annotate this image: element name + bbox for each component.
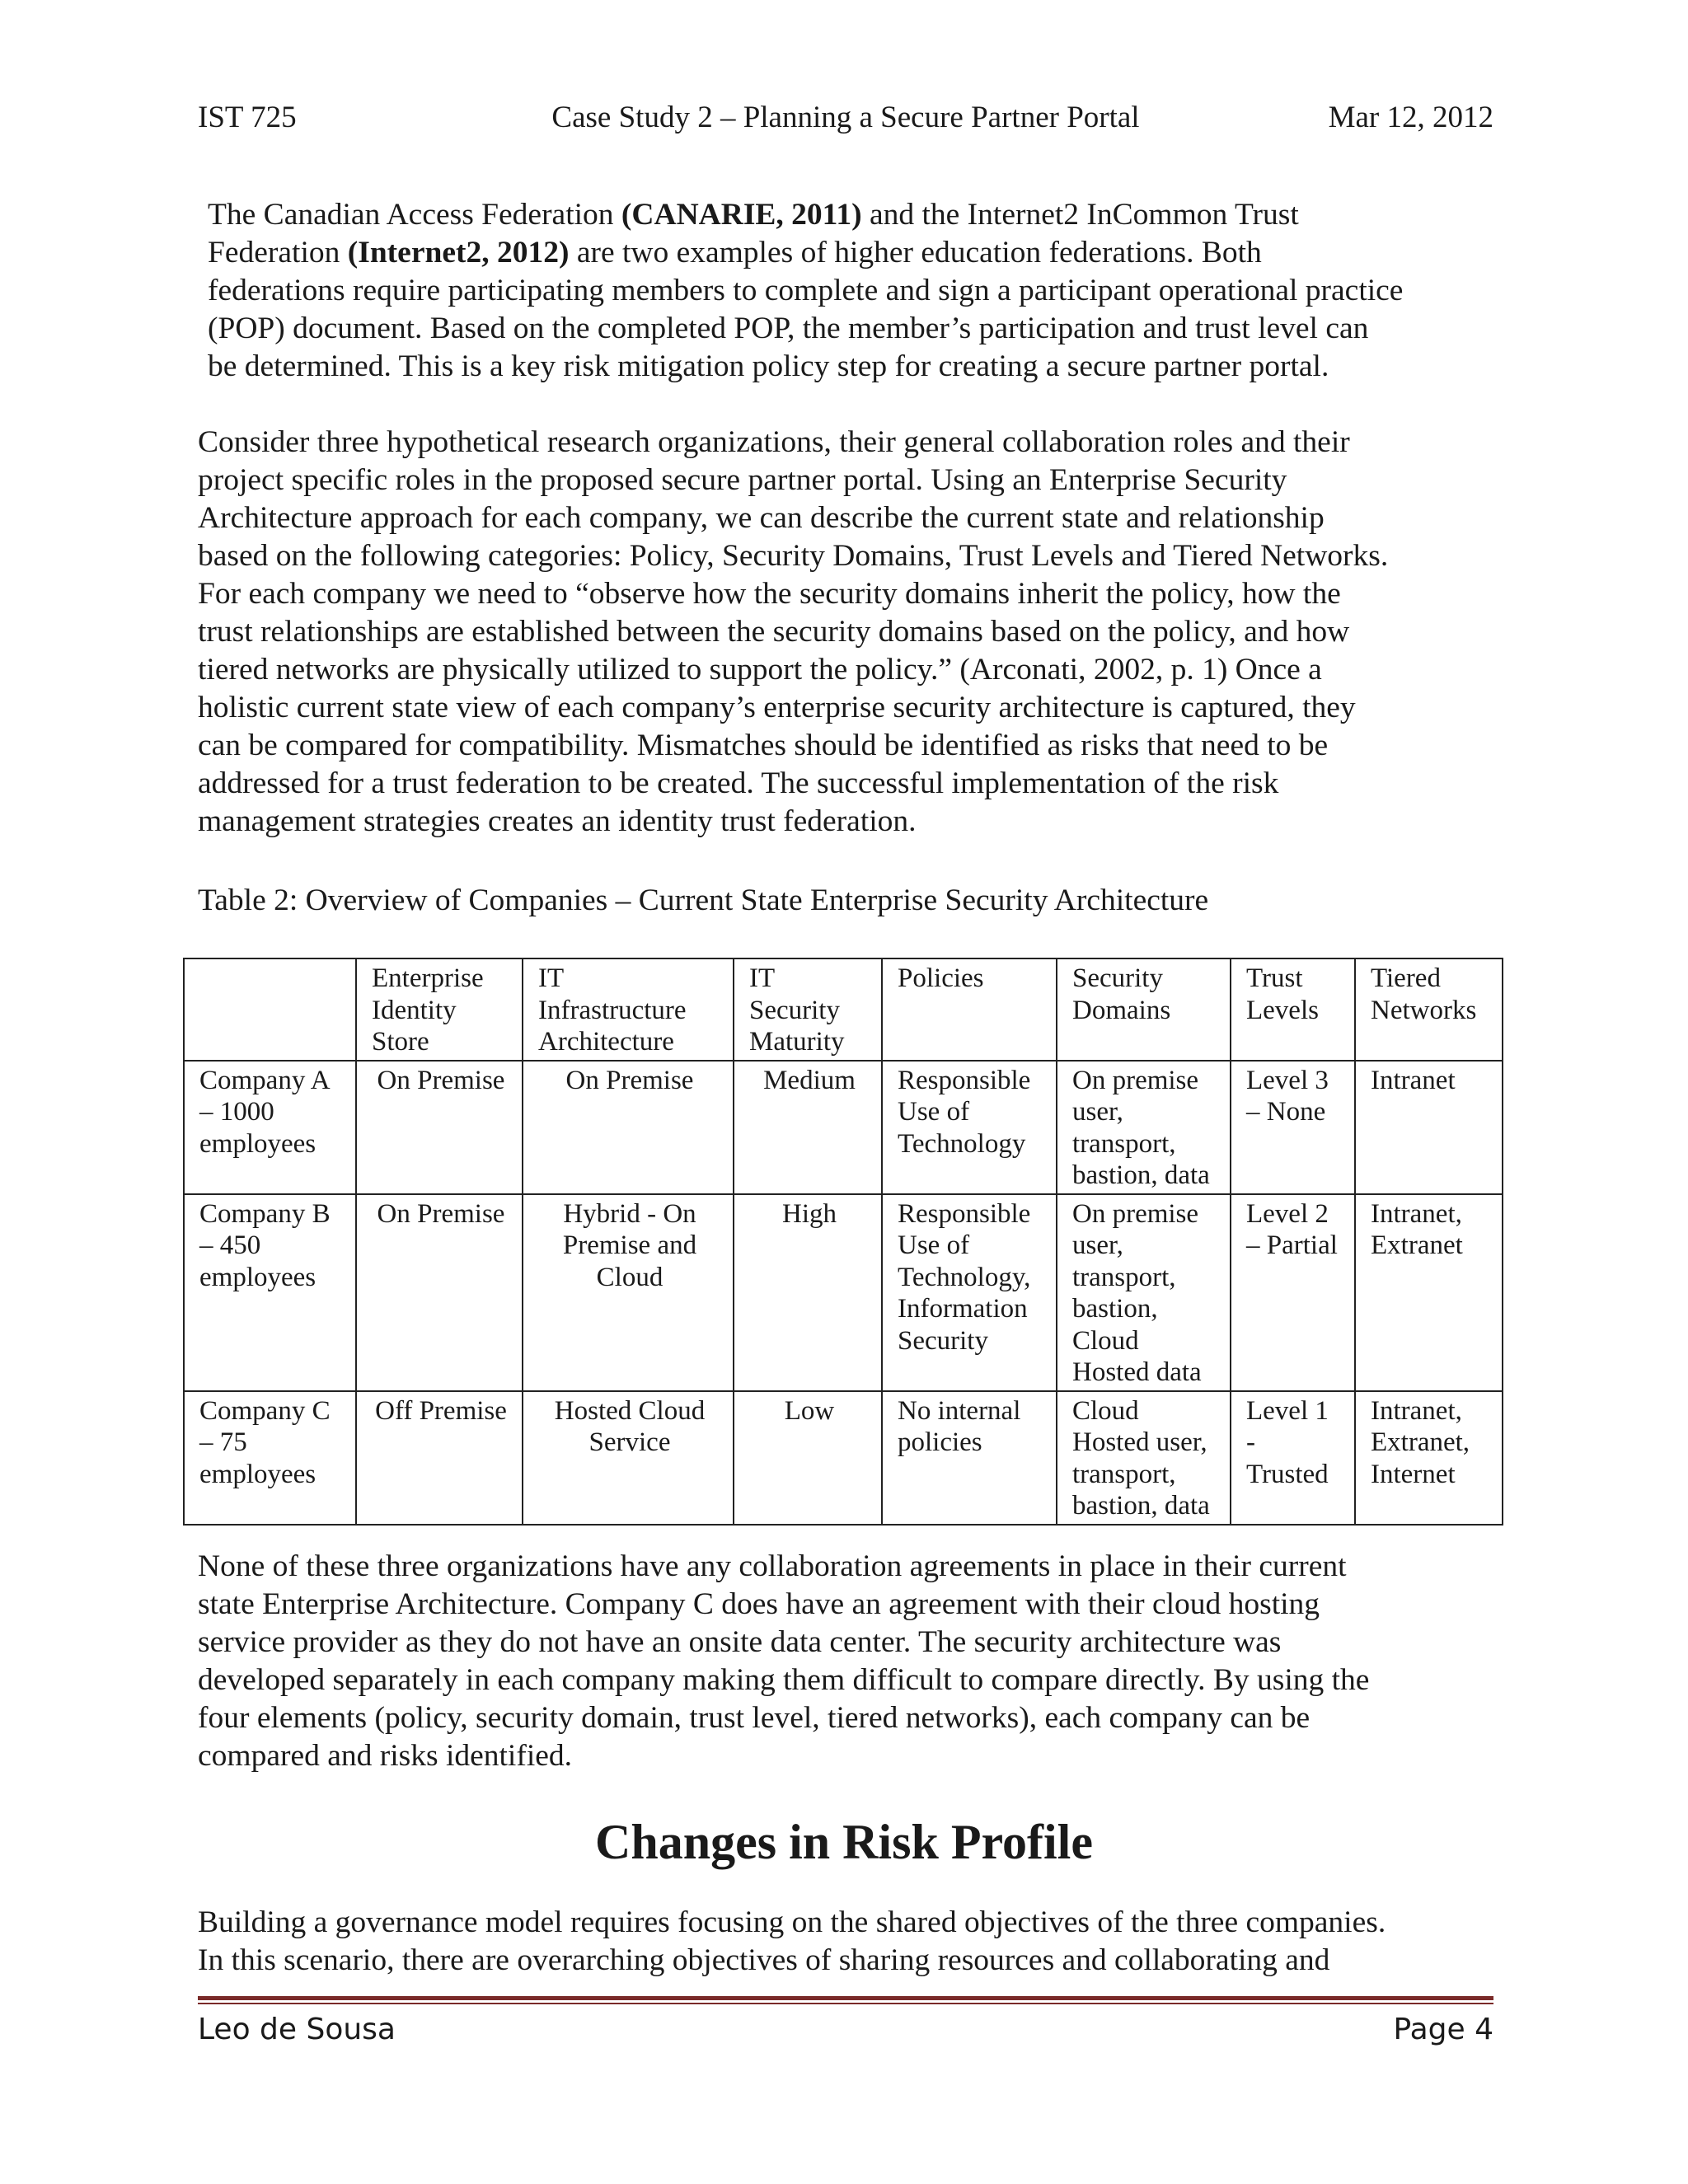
cell-text: Information xyxy=(898,1294,1028,1324)
table-cell-it-infrastructure xyxy=(523,1391,734,1525)
cell-text: On Premise xyxy=(565,1065,694,1095)
table-cell-tiered-networks xyxy=(1355,1061,1503,1194)
cell-text: Infrastructure xyxy=(538,995,687,1025)
cell-text: Security xyxy=(1072,963,1163,993)
table-cell-blank xyxy=(184,1061,356,1194)
table-body xyxy=(184,958,1503,1525)
cell-text: Off Premise xyxy=(375,1395,507,1426)
paragraph-line: be determined. This is a key risk mitigation policy step for creating a secure partner portal. xyxy=(208,349,1329,383)
cell-text: Company A xyxy=(199,1065,331,1095)
cell-text: Store xyxy=(372,1027,429,1057)
cell-text: On premise xyxy=(1072,1198,1199,1229)
cell-text: – 450 xyxy=(199,1230,261,1260)
header-cell-security-domains xyxy=(1057,958,1231,1061)
cell-text: Use of xyxy=(898,1230,970,1260)
cell-text: Domains xyxy=(1072,995,1171,1025)
paragraph-line: In this scenario, there are overarching objectives of sharing resources and collaborating and xyxy=(198,1943,1330,1977)
paragraph-line: four elements (policy, security domain, trust level, tiered networks), each company can be xyxy=(198,1701,1311,1735)
text-run: and the Internet2 InCommon Trust xyxy=(861,198,1299,232)
cell-text: Cloud xyxy=(596,1262,663,1292)
cell-text: Level 3 xyxy=(1246,1065,1329,1095)
page-footer xyxy=(198,2009,1493,2050)
footer-author: Leo de Sousa xyxy=(198,2013,396,2046)
paragraph-line: tiered networks are physically utilized to support the policy.” (Arconati, 2002, p. 1) Once a xyxy=(198,653,1322,687)
cell-text: Premise and xyxy=(562,1230,697,1260)
cell-text: Responsible xyxy=(898,1198,1031,1229)
table-cell-identity-store xyxy=(356,1391,523,1525)
paragraph-governance-model xyxy=(198,1904,1500,1980)
header-course: IST 725 xyxy=(198,101,297,134)
cell-text: Responsible xyxy=(898,1065,1031,1095)
header-cell-it-infrastructure xyxy=(523,958,734,1061)
paragraph-architecture-approach xyxy=(198,424,1500,841)
table-cell-it-infrastructure xyxy=(523,1194,734,1391)
paragraph-line: addressed for a trust federation to be created. The successful implementation of the risk xyxy=(198,766,1279,800)
cell-text: – 1000 xyxy=(199,1097,274,1127)
cell-text: employees xyxy=(199,1262,316,1292)
cell-text: Internet xyxy=(1371,1459,1456,1489)
cell-text: On Premise xyxy=(377,1198,505,1229)
citation-canarie: (CANARIE, 2011) xyxy=(621,198,862,232)
header-cell-it-security-maturity xyxy=(734,958,882,1061)
text-run: The Canadian Access Federation xyxy=(208,198,621,232)
cell-text: Company B xyxy=(199,1198,331,1229)
cell-text: Level 2 xyxy=(1246,1198,1329,1229)
cell-text: High xyxy=(782,1198,837,1229)
cell-text: transport, xyxy=(1072,1128,1176,1159)
paragraph-line: Consider three hypothetical research organizations, their general collaboration roles and their xyxy=(198,425,1350,459)
cell-text: Level 1 xyxy=(1246,1395,1329,1426)
cell-text: Cloud xyxy=(1072,1395,1139,1426)
paragraph-line: developed separately in each company making them difficult to compare directly. By using the xyxy=(198,1663,1370,1697)
companies-overview-table xyxy=(183,958,1503,1526)
table-cell-it-infrastructure xyxy=(523,1061,734,1194)
cell-text: Low xyxy=(784,1395,835,1426)
table-header-row xyxy=(184,958,1503,1061)
cell-text: Tiered xyxy=(1371,963,1441,993)
table-cell-policies xyxy=(882,1194,1057,1391)
cell-text: Security xyxy=(898,1325,988,1356)
cell-text: Service xyxy=(588,1427,671,1457)
footer-rule-thin xyxy=(198,2003,1493,2004)
cell-text: Hosted data xyxy=(1072,1357,1202,1387)
paragraph-line: Architecture approach for each company, we can describe the current state and relationship xyxy=(198,501,1325,535)
table-cell-trust-levels xyxy=(1231,1061,1355,1194)
paragraph-line: trust relationships are established between the security domains based on the policy, and how xyxy=(198,615,1350,649)
table-cell-it-security-maturity xyxy=(734,1391,882,1525)
table-cell-security-domains xyxy=(1057,1194,1231,1391)
cell-text: Company C xyxy=(199,1395,331,1426)
cell-text: bastion, data xyxy=(1072,1491,1210,1521)
cell-text: user, xyxy=(1072,1230,1123,1260)
cell-text: Medium xyxy=(763,1065,856,1095)
paragraph-line: project specific roles in the proposed secure partner portal. Using an Enterprise Security xyxy=(198,463,1287,497)
cell-text: bastion, xyxy=(1072,1294,1158,1324)
paragraph-line xyxy=(208,234,1502,272)
header-cell-tiered-networks xyxy=(1355,958,1503,1061)
header-cell-blank xyxy=(184,958,356,1061)
header-cell-trust-levels xyxy=(1231,958,1355,1061)
paragraph-line: can be compared for compatibility. Mismatches should be identified as risks that need to be xyxy=(198,729,1329,762)
table-cell-security-domains xyxy=(1057,1061,1231,1194)
cell-text: Technology xyxy=(898,1128,1026,1159)
paragraph-line: management strategies creates an identity trust federation. xyxy=(198,804,917,838)
footer-rule xyxy=(198,1996,1493,2000)
section-heading: Changes in Risk Profile xyxy=(595,1815,1093,1869)
table-cell-tiered-networks xyxy=(1355,1391,1503,1525)
cell-text: IT xyxy=(538,963,565,993)
cell-text: No internal xyxy=(898,1395,1021,1426)
cell-text: Security xyxy=(749,995,840,1025)
table-cell-security-domains xyxy=(1057,1391,1231,1525)
cell-text: Hosted Cloud xyxy=(554,1395,706,1426)
page-header xyxy=(198,97,1493,138)
cell-text: Trusted xyxy=(1246,1459,1329,1489)
paragraph-line: compared and risks identified. xyxy=(198,1739,573,1773)
cell-text: Use of xyxy=(898,1097,970,1127)
paragraph-line: holistic current state view of each company’s enterprise security architecture is captured, they xyxy=(198,691,1356,724)
cell-text: Intranet, xyxy=(1371,1198,1462,1229)
paragraph-line: service provider as they do not have an onsite data center. The security architecture was xyxy=(198,1625,1282,1659)
header-cell-policies xyxy=(882,958,1057,1061)
cell-text: transport, xyxy=(1072,1262,1176,1292)
table-cell-trust-levels xyxy=(1231,1391,1355,1525)
cell-text: Enterprise xyxy=(372,963,484,993)
paragraph-line: For each company we need to “observe how the security domains inherit the policy, how the xyxy=(198,577,1341,611)
cell-text: Maturity xyxy=(749,1027,845,1057)
table-cell-tiered-networks xyxy=(1355,1194,1503,1391)
table-cell-identity-store xyxy=(356,1194,523,1391)
cell-text: On Premise xyxy=(377,1065,505,1095)
cell-text: Levels xyxy=(1246,995,1319,1025)
paragraph-no-agreements xyxy=(198,1548,1500,1775)
cell-text: policies xyxy=(898,1427,982,1457)
cell-text: Cloud xyxy=(1072,1325,1139,1356)
cell-text: Technology, xyxy=(898,1262,1031,1292)
table-cell-blank xyxy=(184,1194,356,1391)
cell-text: user, xyxy=(1072,1097,1123,1127)
cell-text: Trust xyxy=(1246,963,1303,993)
cell-text: bastion, data xyxy=(1072,1160,1210,1190)
cell-text: Intranet, xyxy=(1371,1395,1462,1426)
cell-text: Networks xyxy=(1371,995,1477,1025)
footer-page-number: Page 4 xyxy=(1393,2013,1493,2046)
cell-text: Architecture xyxy=(538,1027,674,1057)
table-cell-blank xyxy=(184,1391,356,1525)
cell-text: On premise xyxy=(1072,1065,1199,1095)
table-cell-it-security-maturity xyxy=(734,1194,882,1391)
paragraph-line: based on the following categories: Policy, Security Domains, Trust Levels and Tiered Networks. xyxy=(198,539,1389,573)
table-cell-it-security-maturity xyxy=(734,1061,882,1194)
cell-text: Intranet xyxy=(1371,1065,1456,1095)
cell-text: employees xyxy=(199,1459,316,1489)
table-row xyxy=(184,1194,1503,1391)
cell-text: employees xyxy=(199,1128,316,1159)
cell-text: Policies xyxy=(898,963,984,993)
paragraph-line: (POP) document. Based on the completed POP, the member’s participation and trust level can xyxy=(208,312,1369,345)
cell-text: Hybrid - On xyxy=(563,1198,696,1229)
paragraph-line: federations require participating members to complete and sign a participant operational practice xyxy=(208,274,1404,307)
table-caption: Table 2: Overview of Companies – Current State Enterprise Security Architecture xyxy=(198,883,1209,917)
text-run: Federation xyxy=(208,236,348,269)
table-row xyxy=(184,1061,1503,1194)
cell-text: - xyxy=(1246,1427,1255,1457)
paragraph-line xyxy=(208,196,1502,234)
cell-text: IT xyxy=(749,963,776,993)
cell-text: – 75 xyxy=(199,1427,247,1457)
table-cell-identity-store xyxy=(356,1061,523,1194)
table-cell-policies xyxy=(882,1391,1057,1525)
paragraph-line: None of these three organizations have any collaboration agreements in place in their current xyxy=(198,1549,1347,1583)
header-cell-identity-store xyxy=(356,958,523,1061)
cell-text: – None xyxy=(1246,1097,1326,1127)
cell-text: – Partial xyxy=(1246,1230,1338,1260)
table-cell-trust-levels xyxy=(1231,1194,1355,1391)
paragraph-federations xyxy=(208,196,1502,386)
cell-text: Extranet xyxy=(1371,1230,1463,1260)
table-cell-policies xyxy=(882,1061,1057,1194)
header-title: Case Study 2 – Planning a Secure Partner Portal xyxy=(551,101,1140,134)
paragraph-line: state Enterprise Architecture. Company C does have an agreement with their cloud hosting xyxy=(198,1587,1320,1621)
header-date: Mar 12, 2012 xyxy=(1328,101,1493,134)
cell-text: transport, xyxy=(1072,1459,1176,1489)
table-row xyxy=(184,1391,1503,1525)
cell-text: Identity xyxy=(372,995,457,1025)
text-run: are two examples of higher education federations. Both xyxy=(569,236,1262,269)
cell-text: Extranet, xyxy=(1371,1427,1470,1457)
citation-internet2: (Internet2, 2012) xyxy=(347,236,570,269)
cell-text: Hosted user, xyxy=(1072,1427,1207,1457)
paragraph-line: Building a governance model requires focusing on the shared objectives of the three companies. xyxy=(198,1905,1386,1939)
